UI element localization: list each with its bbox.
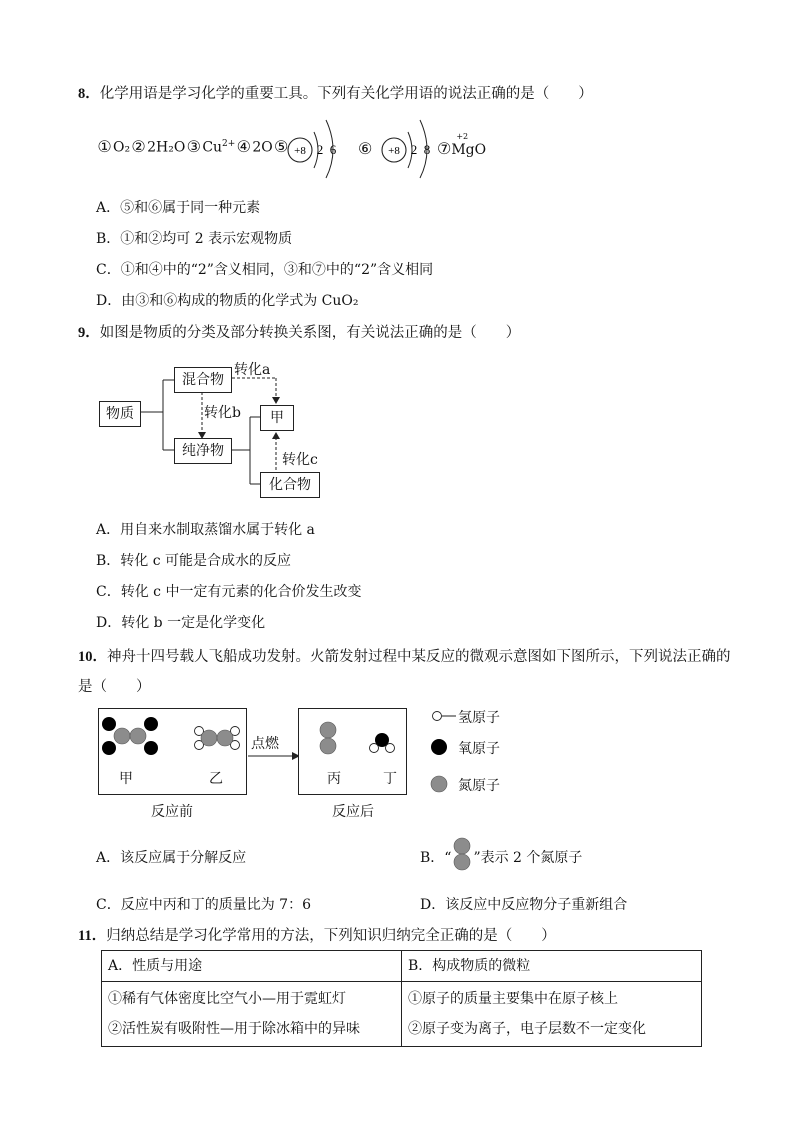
q11-knowledge-table <box>101 950 702 1047</box>
q9-stem: 9．如图是物质的分类及部分转换关系图，有关说法正确的是（ ） <box>78 325 521 341</box>
q11-stem: 11．归纳总结是学习化学常用的方法，下列知识归纳完全正确的是（ ） <box>78 928 556 944</box>
table-head-a: A．性质与用途 <box>102 951 402 982</box>
label-bing: 丙 <box>327 771 341 787</box>
box-compound: 化合物 <box>260 472 320 498</box>
label-ignite: 点燃 <box>251 736 279 752</box>
label-conv-b: 转化b <box>204 405 241 421</box>
legend-oxygen-icon <box>428 736 450 758</box>
box-pure: 纯净物 <box>174 438 232 464</box>
q10-stem-line1: 10．神舟十四号载人飞船成功发射。火箭发射过程中某反应的微观示意图如下图所示，下列说法正确的 <box>78 649 731 665</box>
item-7: ⑦ +2 MgO <box>437 132 487 158</box>
label-conv-c: 转化c <box>282 452 318 468</box>
q10-option-b[interactable]: B．“ ”表示 2 个氮原子 <box>420 850 583 866</box>
q10-option-d[interactable]: D．该反应中反应物分子重新组合 <box>420 897 628 913</box>
label-yi: 乙 <box>209 771 223 787</box>
atom-structure-5 <box>284 116 344 182</box>
q8-stem: 8．化学用语是学习化学的重要工具。下列有关化学用语的说法正确的是（ ） <box>78 86 593 102</box>
table-header-row <box>102 951 702 982</box>
q9-option-c[interactable]: C．转化 c 中一定有元素的化合价发生改变 <box>96 584 362 600</box>
legend-nitrogen: 氮原子 <box>458 778 500 794</box>
svg-text:2: 2 <box>316 142 324 157</box>
item-5: ⑤ <box>274 139 289 157</box>
item-3: ③ <box>186 139 201 157</box>
q9-option-a[interactable]: A．用自来水制取蒸馏水属于转化 a <box>96 522 315 538</box>
table-head-b: B．构成物质的微粒 <box>402 951 702 982</box>
svg-text:+8: +8 <box>294 145 306 157</box>
item-2: ② <box>131 139 146 157</box>
table-cell-a: ①稀有气体密度比空气小—用于霓虹灯 ②活性炭有吸附性—用于除冰箱中的异味 <box>102 982 402 1047</box>
q9-option-d[interactable]: D．转化 b 一定是化学变化 <box>96 615 266 631</box>
label-jia: 甲 <box>119 771 133 787</box>
reaction-arrow <box>248 750 300 762</box>
nitrogen-molecule-icon <box>452 837 472 871</box>
q8-option-a[interactable]: A．⑤和⑥属于同一种元素 <box>96 200 261 216</box>
box-jia: 甲 <box>260 405 294 431</box>
q8-option-d[interactable]: D．由③和⑥构成的物质的化学式为 CuO₂ <box>96 293 359 309</box>
svg-text:8: 8 <box>423 142 431 157</box>
q10-stem-line2: 是（ ） <box>78 679 151 695</box>
box-mixture: 混合物 <box>174 367 232 393</box>
q9-option-b[interactable]: B．转化 c 可能是合成水的反应 <box>96 553 292 569</box>
q8-chemical-terms: $①O_2②2H_2O③Cu^{2+}④2O⑤$ <box>97 139 289 157</box>
label-before: 反应前 <box>151 804 193 820</box>
item-1: ① <box>97 139 112 157</box>
label-after: 反应后 <box>332 804 374 820</box>
legend-hydrogen-icon <box>430 709 460 723</box>
svg-text:6: 6 <box>329 142 337 157</box>
q10-option-a[interactable]: A．该反应属于分解反应 <box>96 850 247 866</box>
svg-text:2: 2 <box>410 142 418 157</box>
q8-option-b[interactable]: B．①和②均可 2 表示宏观物质 <box>96 231 293 247</box>
label-ding: 丁 <box>383 771 397 787</box>
table-row <box>102 982 702 1047</box>
box-substance: 物质 <box>99 401 141 427</box>
q10-option-c[interactable]: C．反应中丙和丁的质量比为 7：6 <box>96 897 311 913</box>
legend-nitrogen-icon <box>428 773 450 795</box>
item-4: ④ <box>236 139 251 157</box>
q8-option-c[interactable]: C．①和④中的“2”含义相同，③和⑦中的“2”含义相同 <box>96 262 434 278</box>
item-6-label: ⑥ <box>358 139 373 158</box>
table-cell-b: ①原子的质量主要集中在原子核上 ②原子变为离子，电子层数不一定变化 <box>402 982 702 1047</box>
svg-text:+8: +8 <box>388 145 400 157</box>
label-conv-a: 转化a <box>234 362 271 378</box>
legend-oxygen: 氧原子 <box>458 741 500 757</box>
legend-hydrogen: 氢原子 <box>458 710 500 726</box>
